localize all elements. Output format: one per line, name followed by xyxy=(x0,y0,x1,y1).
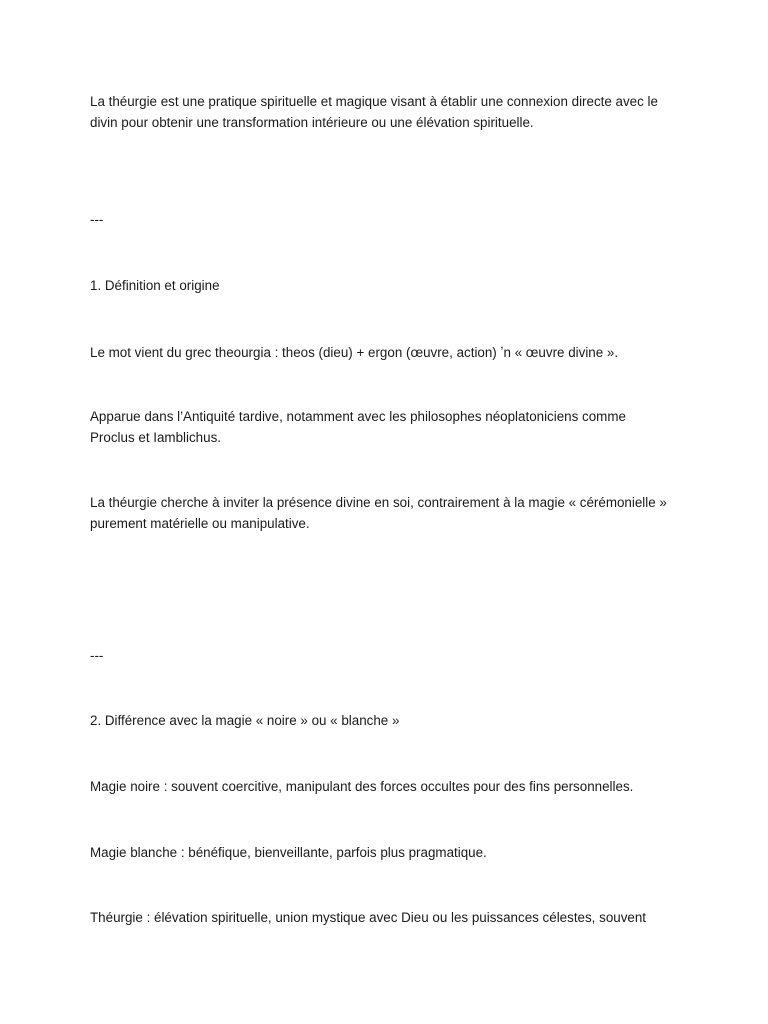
intro-line-2: divin pour obtenir une transformation intérieure ou une élévation spirituelle. xyxy=(90,115,534,130)
separator-text: --- xyxy=(90,212,104,227)
intro-paragraph xyxy=(90,91,690,133)
black-magic-text: Magie noire : souvent coercitive, manipulant des forces occultes pour des fins personnelles. xyxy=(90,779,634,794)
separator-text: --- xyxy=(90,648,104,663)
etymology-paragraph xyxy=(90,342,690,363)
separator xyxy=(90,209,690,230)
section-1-heading: 1. Définition et origine xyxy=(90,278,220,293)
etymology-text: Le mot vient du grec theourgia : theos (dieu) + ergon (œuvre, action) ʼn « œuvre divine ». xyxy=(90,345,619,360)
separator xyxy=(90,645,690,666)
section-2-heading: 2. Différence avec la magie « noire » ou « blanche » xyxy=(90,713,400,728)
white-magic-paragraph xyxy=(90,842,690,863)
purpose-paragraph xyxy=(90,492,690,534)
section-heading-definition xyxy=(90,275,690,296)
white-magic-text: Magie blanche : bénéfique, bienveillante, parfois plus pragmatique. xyxy=(90,845,487,860)
theurgy-paragraph xyxy=(90,907,690,928)
origin-line-1: Apparue dans l’Antiquité tardive, notamment avec les philosophes néoplatoniciens comme xyxy=(90,409,626,424)
section-heading-difference xyxy=(90,710,690,731)
intro-line-1: La théurgie est une pratique spirituelle et magique visant à établir une connexion directe avec le xyxy=(90,94,658,109)
black-magic-paragraph xyxy=(90,776,690,797)
origin-line-2: Proclus et Iamblichus. xyxy=(90,430,221,445)
theurgy-text: Théurgie : élévation spirituelle, union mystique avec Dieu ou les puissances célestes, souvent xyxy=(90,910,647,925)
origin-paragraph xyxy=(90,406,690,448)
purpose-line-2: purement matérielle ou manipulative. xyxy=(90,516,310,531)
purpose-line-1: La théurgie cherche à inviter la présence divine en soi, contrairement à la magie « cérémonielle » xyxy=(90,495,667,510)
